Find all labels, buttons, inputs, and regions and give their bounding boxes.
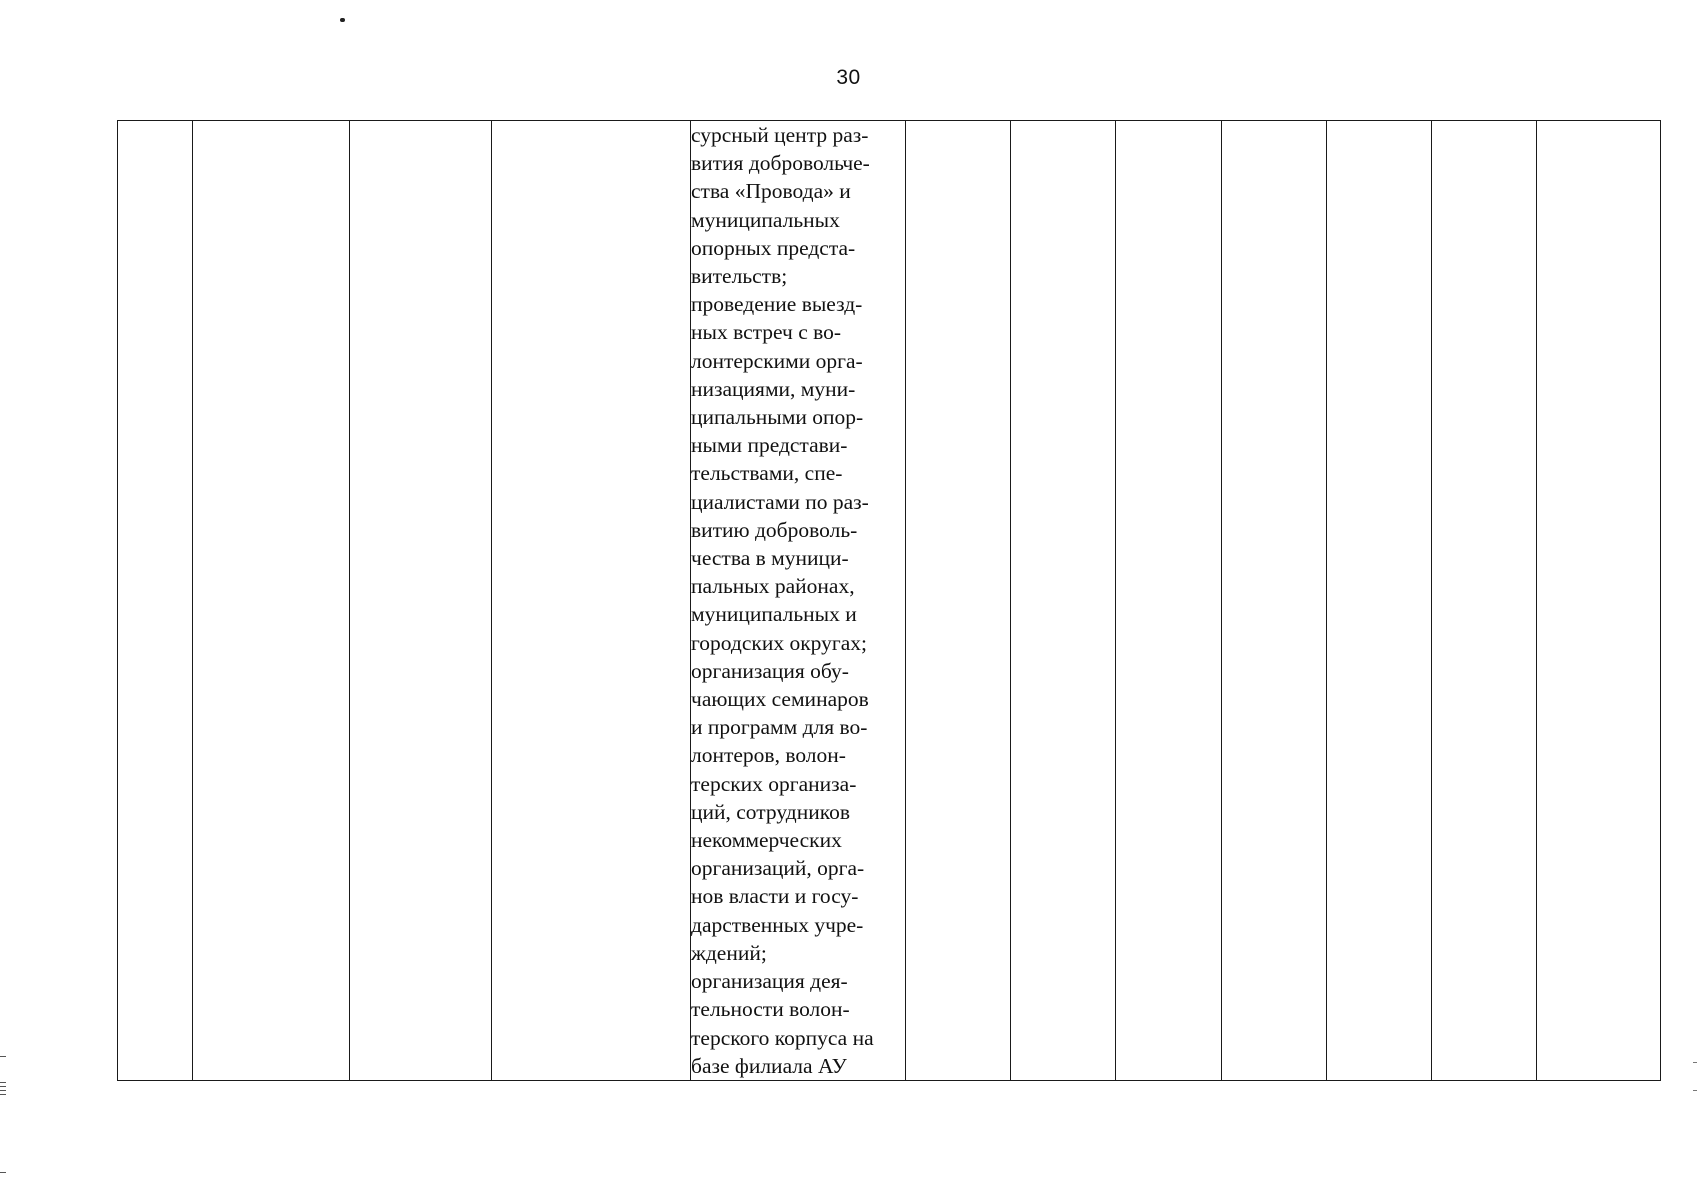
table-cell-empty	[193, 121, 350, 1081]
table-cell-empty	[1011, 121, 1116, 1081]
table-cell-empty	[350, 121, 492, 1081]
page-number: 30	[836, 66, 861, 89]
continuation-table	[117, 120, 1661, 1081]
activities-text: сурсный центр раз- вития добровольче- ства «Провода» и муниципальных опорных предста- вительств; проведение выезд- ных встреч с во- лонтерскими орга- низациями, муни- ципальными опор- ными представи- тельствами, спе- циалистами по раз- витию доброволь- чества в муници- пальных районах, муниципальных и городских округах; организация обу- чающих семинаров и программ для во- лонтеров, волон- терских организа- ций, сотрудников некоммерческих организаций, орга- нов власти и госу- дарственных учре- ждений; организация дея- тельности волон- терского корпуса на базе филиала АУ	[691, 123, 874, 1078]
scan-edge-mark	[0, 1082, 6, 1083]
table-cell-empty	[1327, 121, 1432, 1081]
scan-edge-mark	[0, 1086, 6, 1087]
table-cell-empty	[118, 121, 193, 1081]
scan-edge-mark	[1693, 1062, 1697, 1063]
table-cell-empty	[1537, 121, 1661, 1081]
table-row	[118, 121, 1661, 1081]
scan-edge-mark	[0, 1172, 6, 1173]
scan-speck	[340, 18, 345, 22]
table-cell-activities	[691, 121, 906, 1081]
table-cell-empty	[1432, 121, 1537, 1081]
table-cell-empty	[1222, 121, 1327, 1081]
table-cell-empty	[1116, 121, 1222, 1081]
scan-edge-mark	[1693, 1090, 1697, 1091]
table-cell-empty	[906, 121, 1011, 1081]
scan-edge-mark	[0, 1094, 6, 1095]
table-cell-empty	[492, 121, 691, 1081]
scan-edge-mark	[0, 1090, 6, 1091]
scan-edge-mark	[0, 1056, 6, 1057]
